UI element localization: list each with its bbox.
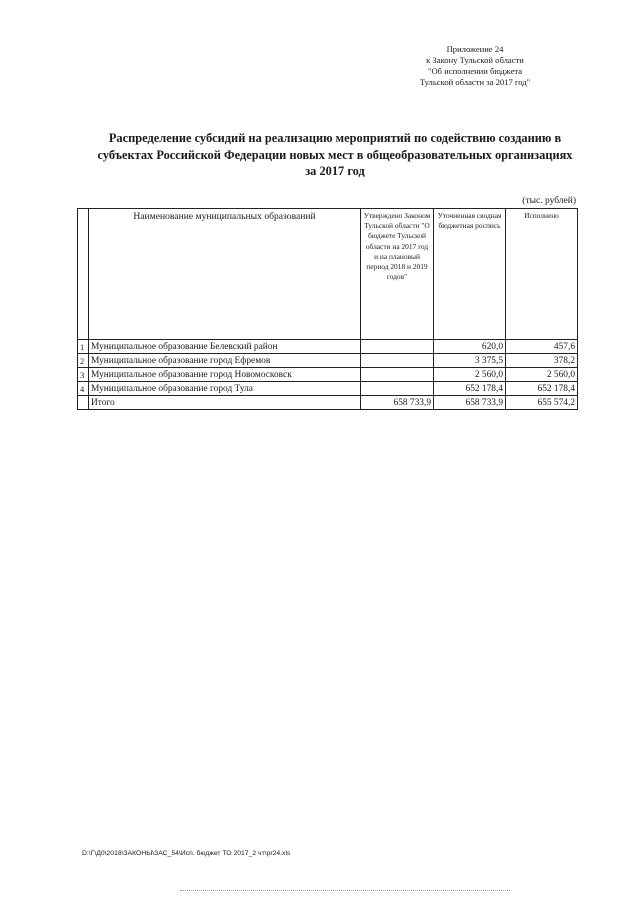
appendix-line: "Об исполнении бюджета: [427, 66, 523, 76]
row-number: 4: [78, 382, 89, 396]
units-label: (тыс. рублей): [522, 196, 576, 206]
row-approved: [361, 382, 434, 396]
header-name: Наименование муниципальных образований: [89, 209, 361, 340]
table-row: [78, 382, 578, 396]
row-executed: 457,6: [506, 340, 578, 354]
row-number: 3: [78, 368, 89, 382]
header-number: [78, 209, 89, 340]
appendix-note: [380, 44, 570, 88]
total-number: [78, 396, 89, 410]
header-executed: Исполнено: [506, 209, 578, 340]
appendix-line: Приложение 24: [446, 44, 504, 54]
row-executed: 378,2: [506, 354, 578, 368]
title-line: Распределение субсидий на реализацию мероприятий по содействию созданию в: [108, 131, 562, 145]
appendix-line: Тульской области за 2017 год": [419, 77, 531, 87]
table-row: [78, 354, 578, 368]
row-revised: 652 178,4: [434, 382, 506, 396]
appendix-line: к Закону Тульской области: [426, 55, 524, 65]
row-number: 1: [78, 340, 89, 354]
total-executed: 655 574,2: [506, 396, 578, 410]
total-revised: 658 733,9: [434, 396, 506, 410]
row-name: Муниципальное образование город Ефремов: [89, 354, 361, 368]
table-total-row: [78, 396, 578, 410]
row-executed: 652 178,4: [506, 382, 578, 396]
row-revised: 620,0: [434, 340, 506, 354]
row-executed: 2 560,0: [506, 368, 578, 382]
row-name: Муниципальное образование город Новомосковск: [89, 368, 361, 382]
row-revised: 3 375,5: [434, 354, 506, 368]
row-revised: 2 560,0: [434, 368, 506, 382]
row-approved: [361, 354, 434, 368]
total-approved: 658 733,9: [361, 396, 434, 410]
row-name: Муниципальное образование город Тула: [89, 382, 361, 396]
table-header-row: [78, 209, 578, 340]
row-approved: [361, 340, 434, 354]
header-revised: Уточненная сводная бюджетная роспись: [434, 209, 506, 340]
table-row: [78, 340, 578, 354]
subsidy-table: [77, 208, 578, 410]
row-number: 2: [78, 354, 89, 368]
header-approved: Утверждено Законом Тульской области "О бюджете Тульской области на 2017 год и на плановый период 2018 и 2019 годов": [361, 209, 434, 340]
document-title: [60, 130, 610, 180]
title-line: субъектах Российской Федерации новых мест в общеобразовательных организациях: [97, 147, 573, 162]
scan-artifact-line: [180, 890, 510, 891]
file-path-footer: D:\Г\Д0\2018\ЗАКОНЫ\ЗАС_54\Исп. бюджет ТО 2017_2 чт\pr24.xls: [82, 850, 291, 857]
total-label: Итого: [89, 396, 361, 410]
title-line: за 2017 год: [305, 164, 365, 178]
row-name: Муниципальное образование Белевский район: [89, 340, 361, 354]
row-approved: [361, 368, 434, 382]
table-row: [78, 368, 578, 382]
